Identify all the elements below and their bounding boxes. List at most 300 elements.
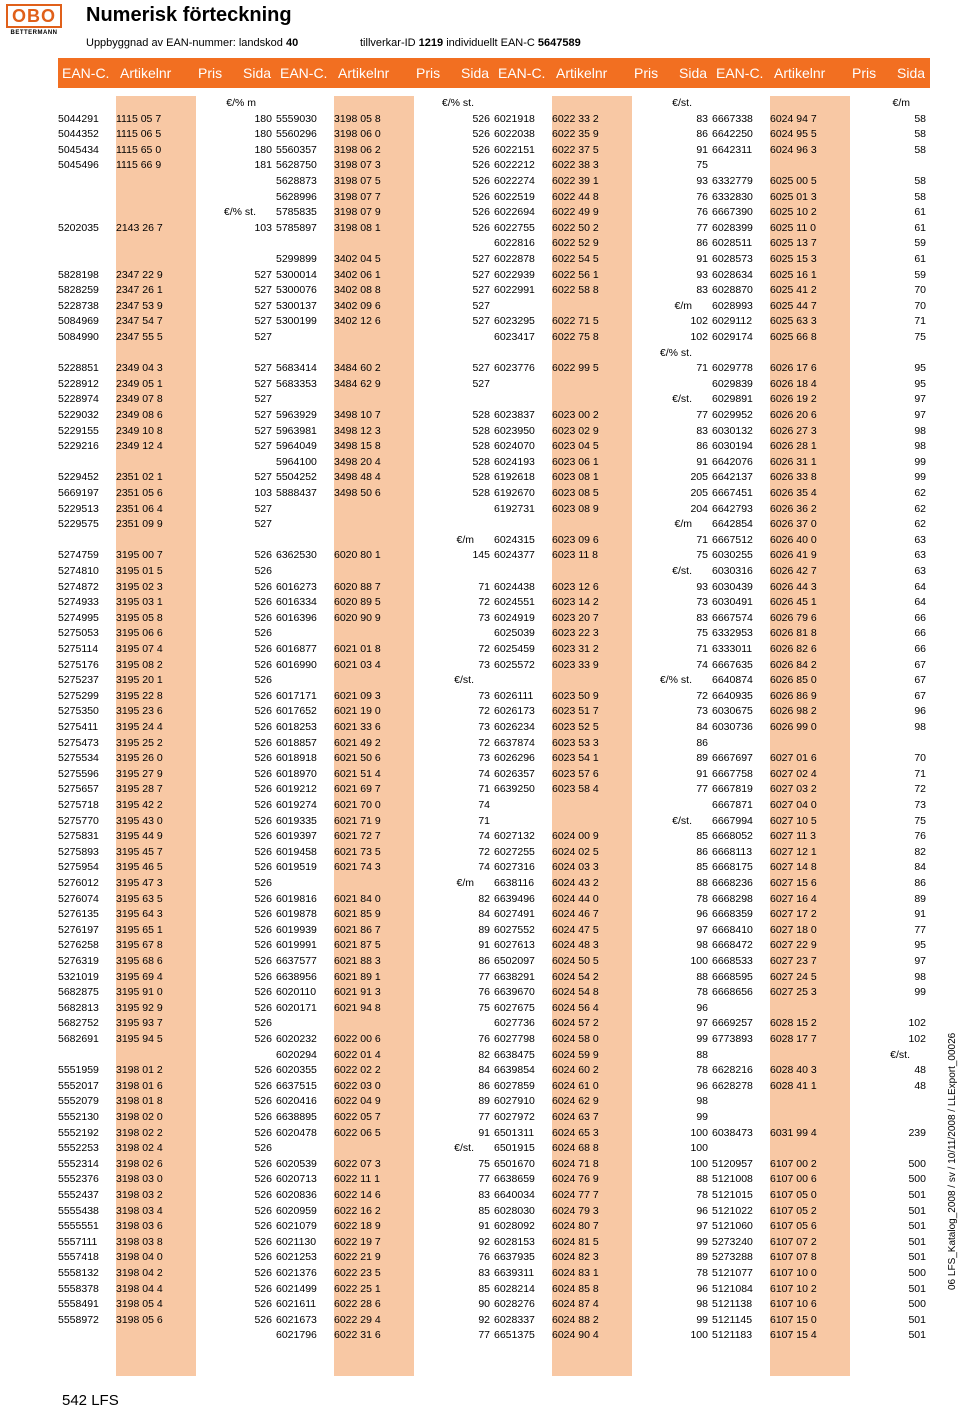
table-row (58, 470, 276, 486)
page-cell: 89 (696, 752, 708, 765)
article-cell: 3198 02 2 (116, 1126, 163, 1139)
article-cell: 6021 70 0 (334, 799, 381, 811)
article-cell: 2351 09 9 (116, 518, 163, 531)
ean-cell: 5275954 (58, 861, 99, 874)
ean-cell: 6027798 (494, 1033, 535, 1045)
page-cell: 501 (908, 1204, 926, 1217)
table-row (58, 595, 276, 611)
page-cell: 526 (254, 721, 272, 733)
page-cell: 72 (478, 705, 490, 718)
ean-cell: 5275596 (58, 767, 99, 780)
article-cell: 6022 01 4 (334, 1048, 381, 1061)
ean-cell: 6020232 (276, 1033, 317, 1045)
page-cell: 88 (696, 877, 708, 889)
page-cell: 526 (254, 892, 272, 905)
ean-cell: 6638475 (494, 1048, 535, 1061)
page-cell: 527 (472, 315, 490, 328)
table-row (712, 408, 930, 424)
ean-cell: 5683414 (276, 362, 317, 375)
page-cell: 97 (914, 409, 926, 421)
article-cell: 6028 40 3 (770, 1064, 817, 1077)
logo-subbrand: BETTERMANN (10, 30, 58, 36)
page-cell: 72 (478, 845, 490, 858)
table-row (494, 985, 712, 1001)
ean-cell: 6019335 (276, 814, 317, 827)
table-row (712, 314, 930, 330)
table-row (494, 1250, 712, 1266)
page-cell: 501 (908, 1282, 926, 1295)
ean-cell: 5560296 (276, 128, 317, 141)
table-row (712, 845, 930, 861)
table-row (58, 361, 276, 377)
ean-cell: 5300199 (276, 315, 317, 328)
ean-cell: 6668175 (712, 861, 753, 874)
ean-cell: 6025039 (494, 627, 535, 640)
article-cell: 6021 86 7 (334, 923, 381, 936)
table-row (712, 954, 930, 970)
article-cell: 6020 89 5 (334, 596, 381, 609)
ean-cell: 6639854 (494, 1064, 535, 1077)
page-cell: 58 (914, 143, 926, 156)
ean-cell: 6640874 (712, 674, 753, 687)
article-cell: 3198 07 5 (334, 175, 381, 187)
page-cell: 86 (696, 128, 708, 141)
page-cell: 76 (914, 830, 926, 843)
page-cell: 526 (254, 549, 272, 562)
page-cell: 73 (478, 752, 490, 765)
unit-row (494, 564, 712, 580)
ean-cell: 5275237 (58, 674, 99, 687)
ean-cell: 6038473 (712, 1126, 753, 1139)
ean-cell: 5300137 (276, 299, 317, 312)
table-row (276, 798, 494, 814)
table-row (712, 439, 930, 455)
ean-cell: 6020478 (276, 1126, 317, 1139)
table-row (276, 1048, 494, 1064)
ean-cell: 6029952 (712, 409, 753, 421)
ean-cell: 5084990 (58, 331, 99, 343)
page-cell: 73 (478, 721, 490, 733)
article-cell: 6024 94 7 (770, 112, 817, 125)
ean-cell: 5228912 (58, 377, 99, 390)
page-cell: 84 (478, 1064, 490, 1077)
table-row (494, 377, 712, 393)
table-row (58, 174, 276, 190)
table-row (58, 892, 276, 908)
page-cell: 527 (472, 362, 490, 375)
page-cell: 73 (478, 611, 490, 624)
page-cell: 99 (696, 1111, 708, 1123)
page-cell: 528 (472, 424, 490, 437)
article-cell: 6024 76 9 (552, 1173, 599, 1186)
table-row (712, 1063, 930, 1079)
page-cell: 526 (254, 658, 272, 671)
page-cell: 526 (254, 1313, 272, 1326)
article-cell: 6021 87 5 (334, 939, 381, 952)
table-row (58, 1001, 276, 1017)
unit-row (494, 299, 712, 315)
ean-cell: 6192670 (494, 487, 535, 499)
table-row (712, 486, 930, 502)
table-row (712, 283, 930, 299)
table-row (58, 330, 276, 346)
ean-cell: 5229452 (58, 471, 99, 484)
article-cell: 6024 65 3 (552, 1126, 599, 1139)
ean-cell: 5828259 (58, 284, 99, 297)
page-cell: 501 (908, 1313, 926, 1326)
table-row (712, 455, 930, 471)
ean-cell: 6030675 (712, 705, 753, 718)
page-cell: 526 (254, 1204, 272, 1217)
table-row (58, 283, 276, 299)
page-cell: 526 (472, 159, 490, 172)
ean-cell: 6028214 (494, 1282, 535, 1295)
page-cell: 527 (254, 331, 272, 343)
table-row (276, 1188, 494, 1204)
ean-cell: 6030132 (712, 424, 753, 437)
page-cell: 73 (478, 658, 490, 671)
page-cell: 528 (472, 409, 490, 421)
table-row (276, 1094, 494, 1110)
unit-cell: €/st. (890, 1048, 910, 1061)
article-cell: 6023 08 5 (552, 487, 599, 499)
ean-cell: 5276074 (58, 892, 99, 905)
article-cell: 3195 23 6 (116, 705, 163, 718)
article-cell: 3195 46 5 (116, 861, 163, 874)
subtitle-ean-c: 5647589 (537, 37, 581, 49)
ean-cell: 5628750 (276, 159, 317, 172)
table-row (712, 1032, 930, 1048)
page-cell: 98 (696, 939, 708, 952)
table-row (494, 1141, 712, 1157)
page-cell: 86 (696, 845, 708, 858)
subtitle-manufacturer-id: 1219 (418, 37, 444, 49)
table-row (712, 814, 930, 830)
table-row (712, 221, 930, 237)
page-cell: 100 (690, 1329, 708, 1342)
article-cell: 6023 33 9 (552, 658, 599, 671)
table-row (494, 205, 712, 221)
article-cell: 2347 53 9 (116, 299, 163, 312)
table-row (712, 143, 930, 159)
page-cell: 77 (696, 221, 708, 234)
page-cell: 526 (254, 845, 272, 858)
page-cell: 526 (254, 799, 272, 811)
ean-cell: 5276258 (58, 939, 99, 952)
article-cell: 6027 14 8 (770, 861, 817, 874)
ean-cell: 6332779 (712, 175, 753, 187)
table-row (494, 595, 712, 611)
page-cell: 71 (914, 767, 926, 780)
table-row (276, 720, 494, 736)
ean-cell: 6638116 (494, 877, 535, 889)
article-cell: 3195 20 1 (116, 674, 163, 687)
ean-cell: 6016273 (276, 580, 317, 593)
table-row (494, 845, 712, 861)
table-row (494, 954, 712, 970)
ean-cell: 6192731 (494, 502, 535, 515)
article-cell: 6021 51 4 (334, 767, 381, 780)
ean-cell: 6020294 (276, 1048, 317, 1061)
page-cell: 78 (696, 892, 708, 905)
table-row (494, 736, 712, 752)
unit-cell: €/st. (672, 97, 692, 109)
ean-cell: 6667574 (712, 611, 753, 624)
ean-cell: 6018857 (276, 736, 317, 749)
unit-row (276, 673, 494, 689)
ean-cell: 5888437 (276, 487, 317, 499)
table-row (276, 205, 494, 221)
page-cell: 527 (254, 502, 272, 515)
table-row (494, 502, 712, 518)
article-cell: 6024 61 0 (552, 1079, 599, 1092)
page-cell: 526 (254, 1001, 272, 1014)
article-cell: 3195 94 5 (116, 1033, 163, 1045)
ean-cell: 5275831 (58, 830, 99, 843)
article-cell: 6020 90 9 (334, 611, 381, 624)
page-cell: 99 (914, 455, 926, 468)
table-row (276, 346, 494, 362)
table-row (276, 1328, 494, 1344)
table-row (58, 564, 276, 580)
article-cell: 6022 28 6 (334, 1298, 381, 1311)
table-row (494, 1032, 712, 1048)
ean-cell: 6642076 (712, 455, 753, 468)
table-row (494, 268, 712, 284)
ean-cell: 6025572 (494, 658, 535, 671)
page-cell: 83 (696, 424, 708, 437)
table-row (712, 470, 930, 486)
table-row (276, 470, 494, 486)
page-cell: 92 (478, 1235, 490, 1248)
article-cell: 3195 26 0 (116, 752, 163, 765)
table-row (58, 439, 276, 455)
table-row (276, 502, 494, 518)
ean-cell: 5964100 (276, 455, 317, 468)
page-cell: 526 (254, 736, 272, 749)
ean-cell: 6022151 (494, 143, 535, 156)
table-row (712, 626, 930, 642)
ean-cell: 6640034 (494, 1189, 535, 1201)
table-row (58, 1048, 276, 1064)
table-row (276, 736, 494, 752)
article-cell: 6025 41 2 (770, 284, 817, 297)
page-cell: 96 (696, 908, 708, 921)
page-cell: 527 (472, 377, 490, 390)
article-cell: 6021 69 7 (334, 783, 381, 796)
article-cell: 3198 07 7 (334, 190, 381, 203)
page-cell: 528 (472, 487, 490, 499)
unit-row (494, 392, 712, 408)
page-cell: 48 (914, 1064, 926, 1077)
article-cell: 1115 66 9 (116, 159, 162, 172)
ean-cell: 6019991 (276, 939, 317, 952)
article-cell: 6024 80 7 (552, 1220, 599, 1233)
ean-cell: 6027859 (494, 1079, 535, 1092)
article-cell: 3198 07 3 (334, 159, 381, 172)
page-cell: 526 (254, 1267, 272, 1279)
page-cell: 98 (914, 424, 926, 437)
article-cell: 3402 06 1 (334, 268, 381, 281)
page-cell: 527 (254, 315, 272, 328)
article-cell: 6021 73 5 (334, 845, 381, 858)
unit-cell: €/st. (454, 1142, 474, 1155)
page-cell: 99 (914, 471, 926, 484)
table-row (58, 580, 276, 596)
ean-cell: 6017171 (276, 689, 317, 702)
page-cell: 526 (472, 112, 490, 125)
table-row (712, 299, 930, 315)
table-row (494, 876, 712, 892)
article-cell: 3195 00 7 (116, 549, 163, 562)
page-cell: 526 (254, 674, 272, 687)
article-cell: 3484 60 2 (334, 362, 381, 375)
article-cell: 6022 16 2 (334, 1204, 381, 1217)
article-cell: 6025 13 7 (770, 237, 817, 250)
column-header-bar (58, 58, 930, 88)
ean-cell: 5121183 (712, 1329, 753, 1342)
table-row (58, 1126, 276, 1142)
article-cell: 6107 10 2 (770, 1282, 817, 1295)
ean-cell: 6019274 (276, 799, 317, 811)
page-cell: 526 (254, 596, 272, 609)
page-cell: 526 (254, 1173, 272, 1186)
page-cell: 61 (914, 221, 926, 234)
page-cell: 526 (254, 939, 272, 952)
table-row (276, 190, 494, 206)
table-row (58, 1266, 276, 1282)
article-cell: 6022 19 7 (334, 1235, 381, 1248)
page-cell: 58 (914, 190, 926, 203)
ean-cell: 6642137 (712, 471, 753, 484)
article-cell: 6028 41 1 (770, 1079, 817, 1092)
page-cell: 83 (696, 611, 708, 624)
page-cell: 89 (696, 1251, 708, 1264)
table-row (712, 985, 930, 1001)
article-cell: 6027 02 4 (770, 767, 817, 780)
table-row (494, 751, 712, 767)
ean-cell: 5275473 (58, 736, 99, 749)
ean-cell: 6333011 (712, 643, 753, 655)
ean-cell: 6019816 (276, 892, 317, 905)
ean-cell: 6667697 (712, 752, 753, 765)
page-cell: 88 (696, 1173, 708, 1186)
page-cell: 90 (478, 1298, 490, 1311)
article-cell: 6023 51 7 (552, 705, 599, 718)
page-cell: 86 (914, 877, 926, 889)
ean-cell: 5273240 (712, 1235, 753, 1248)
ean-cell: 6028993 (712, 299, 753, 312)
table-row (58, 814, 276, 830)
article-cell: 6027 24 5 (770, 970, 817, 983)
index-table (58, 96, 930, 1376)
article-cell: 2351 06 4 (116, 502, 163, 515)
article-cell: 6023 08 1 (552, 471, 599, 484)
page-cell: 501 (908, 1251, 926, 1264)
table-row (276, 580, 494, 596)
page-cell: 91 (478, 1126, 490, 1139)
page-cell: 76 (696, 190, 708, 203)
ean-cell: 5274933 (58, 596, 99, 609)
page-cell: 83 (696, 112, 708, 125)
article-cell: 1115 06 5 (116, 128, 162, 141)
article-cell: 6021 72 7 (334, 830, 381, 843)
ean-cell: 5228851 (58, 362, 99, 375)
ean-cell: 5628996 (276, 190, 317, 203)
ean-cell: 5045496 (58, 159, 99, 172)
table-row (58, 143, 276, 159)
article-cell: 6031 99 4 (770, 1126, 817, 1139)
ean-cell: 6332830 (712, 190, 753, 203)
table-row (276, 689, 494, 705)
page-cell: 95 (914, 362, 926, 375)
ean-cell: 6667635 (712, 658, 753, 671)
ean-cell: 6030736 (712, 721, 753, 733)
article-cell: 6022 05 7 (334, 1111, 381, 1123)
table-row (58, 923, 276, 939)
header-cell: Sida (243, 65, 272, 81)
ean-cell: 6028337 (494, 1313, 535, 1326)
ean-cell: 6639311 (494, 1267, 535, 1279)
page-cell: 97 (696, 923, 708, 936)
article-cell: 6027 25 3 (770, 986, 817, 999)
ean-cell: 5551959 (58, 1064, 99, 1077)
table-row (712, 704, 930, 720)
ean-cell: 6642793 (712, 502, 753, 515)
table-row (712, 1001, 930, 1017)
page-cell: 526 (472, 143, 490, 156)
ean-cell: 5555551 (58, 1220, 99, 1233)
table-row (712, 689, 930, 705)
ean-cell: 6016396 (276, 611, 317, 624)
article-cell: 6022 75 8 (552, 331, 599, 343)
ean-cell: 6021499 (276, 1282, 317, 1295)
article-cell: 6026 99 0 (770, 721, 817, 733)
page-cell: 91 (696, 253, 708, 265)
unit-cell: €/m (456, 877, 474, 889)
page-cell: 86 (696, 440, 708, 453)
ean-cell: 6667871 (712, 799, 753, 811)
page-cell: 75 (696, 159, 708, 172)
page-cell: 83 (478, 1267, 490, 1279)
table-row (58, 377, 276, 393)
page-cell: 96 (696, 1282, 708, 1295)
page-cell: 97 (696, 1017, 708, 1030)
table-row (494, 860, 712, 876)
page-cell: 526 (254, 814, 272, 827)
ean-cell: 6024193 (494, 455, 535, 468)
table-row (494, 439, 712, 455)
article-cell: 3198 03 0 (116, 1173, 163, 1186)
table-row (58, 860, 276, 876)
ean-cell: 5552376 (58, 1173, 99, 1186)
article-cell: 6024 68 8 (552, 1142, 599, 1155)
table-row (276, 408, 494, 424)
article-cell: 6027 10 5 (770, 814, 817, 827)
page-cell: 526 (254, 1189, 272, 1201)
article-cell: 6021 01 8 (334, 643, 381, 655)
ean-cell: 5084969 (58, 315, 99, 328)
ean-cell: 6017652 (276, 705, 317, 718)
article-cell: 6023 00 2 (552, 409, 599, 421)
page-cell: 526 (254, 580, 272, 593)
unit-cell: €/m (674, 518, 692, 531)
page-cell: 102 (690, 315, 708, 328)
page-cell: 91 (696, 143, 708, 156)
table-row (712, 112, 930, 128)
table-row (276, 314, 494, 330)
article-cell: 6026 85 0 (770, 674, 817, 687)
